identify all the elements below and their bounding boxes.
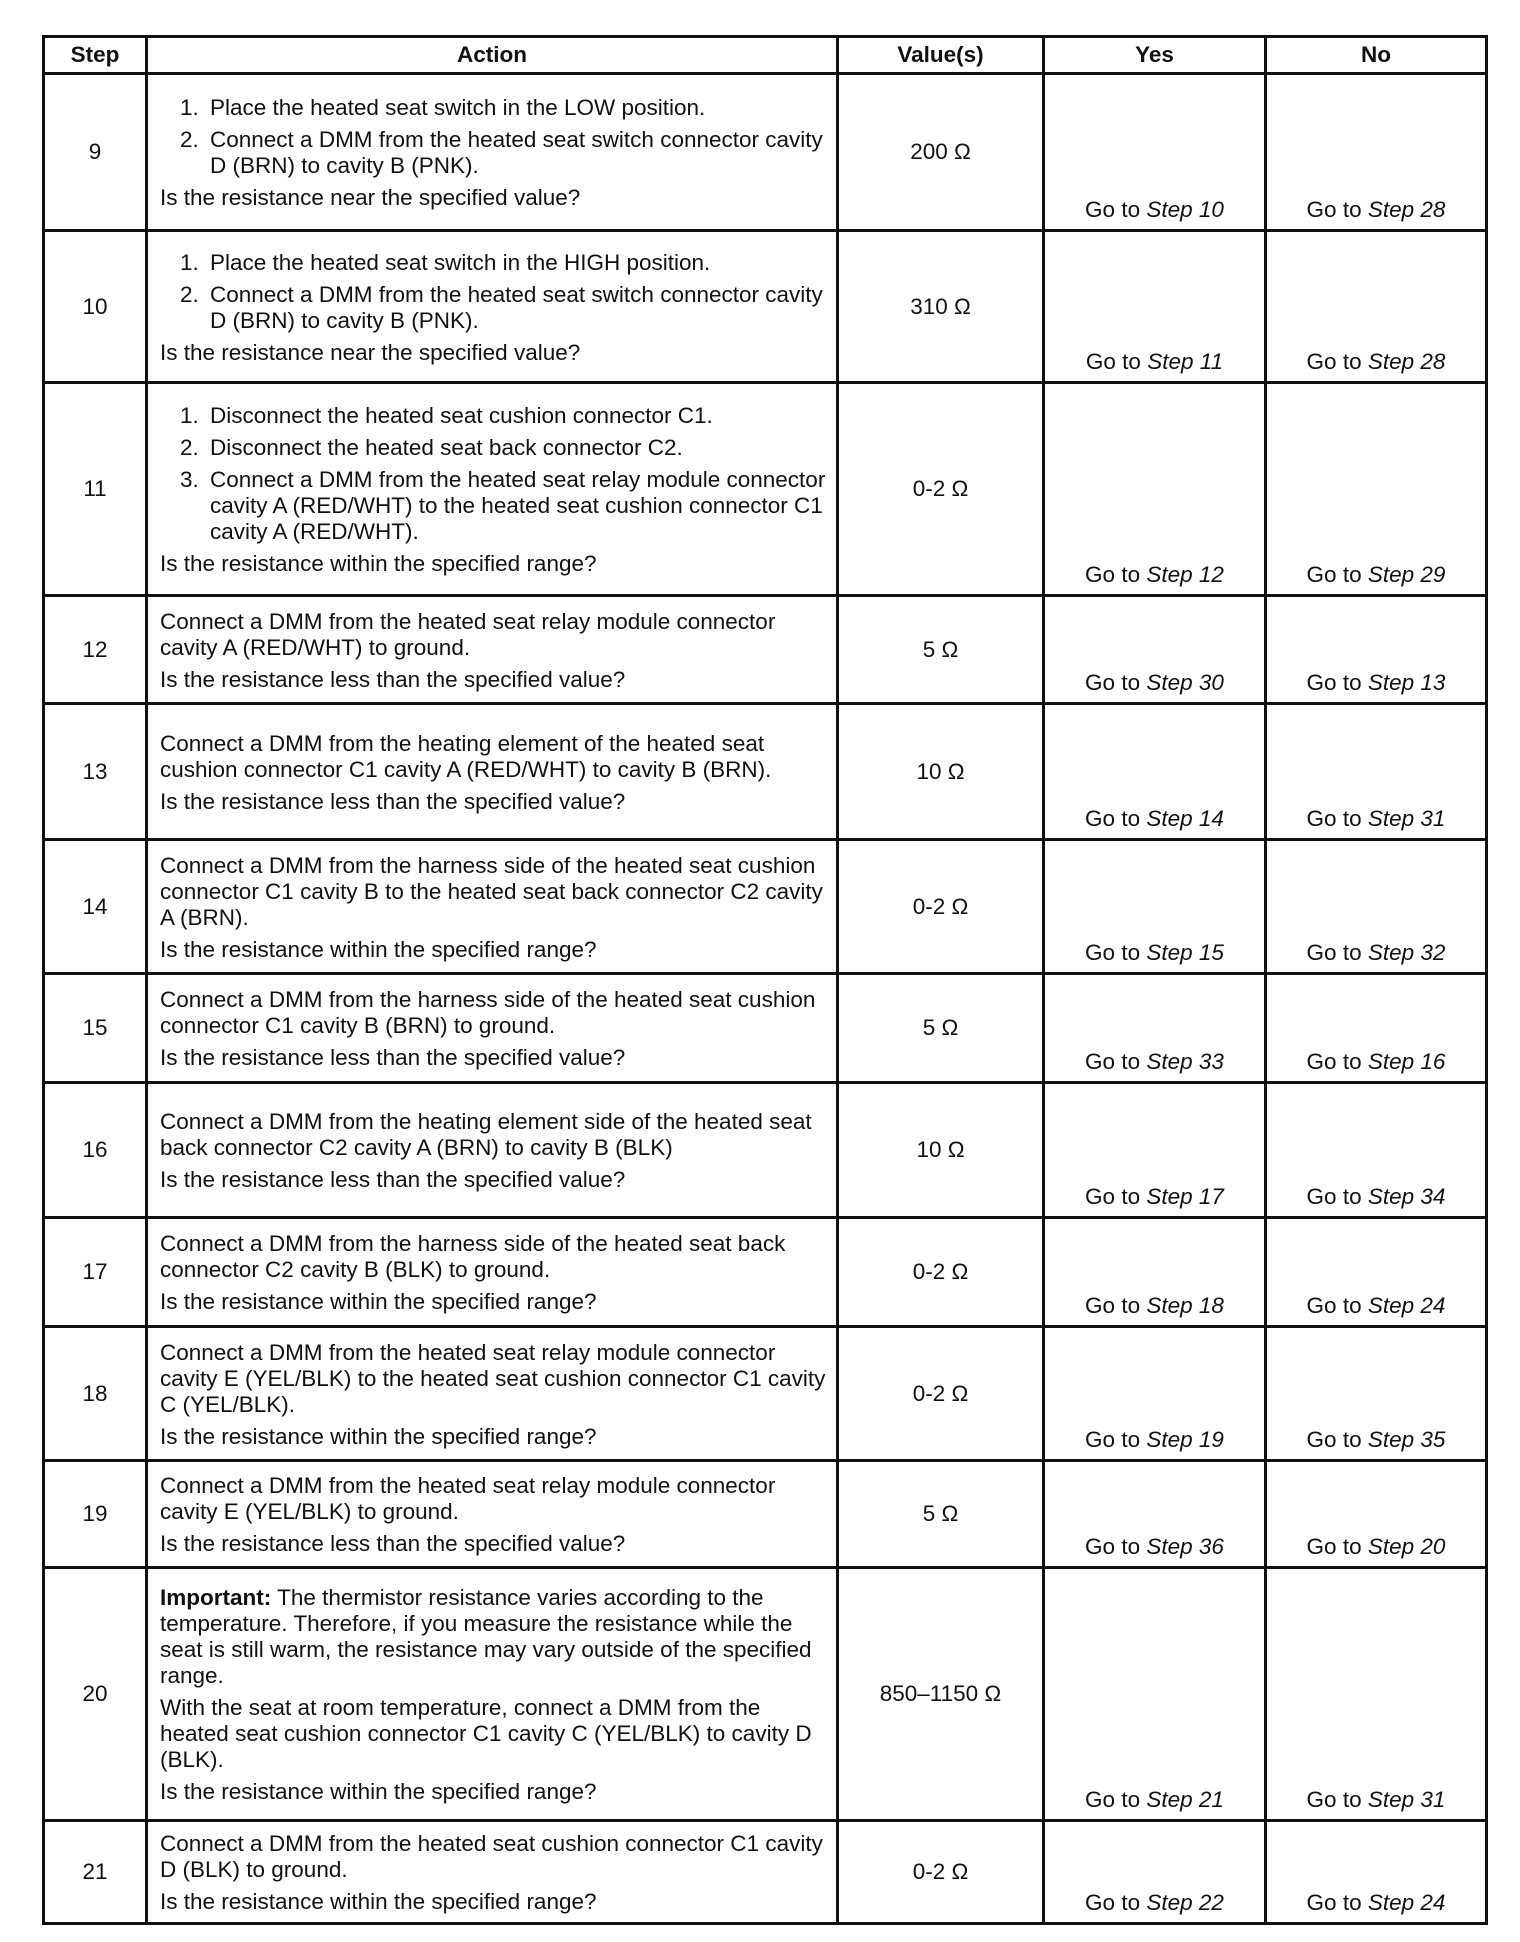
table-row xyxy=(44,596,1487,704)
goto-yes-link[interactable] xyxy=(1085,1787,1224,1812)
action-step-number: 2. xyxy=(180,435,199,460)
step-word: Step xyxy=(1146,670,1193,695)
yes-cell xyxy=(1044,74,1266,231)
step-target: 35 xyxy=(1420,1427,1446,1452)
goto-no-link[interactable] xyxy=(1307,670,1446,695)
step-target: 28 xyxy=(1420,349,1446,374)
header-step: Step xyxy=(44,37,147,74)
action-question: Is the resistance within the specified range? xyxy=(160,1289,597,1314)
goto-yes-link[interactable] xyxy=(1085,806,1224,831)
table-row xyxy=(44,704,1487,840)
action-question: Is the resistance less than the specified value? xyxy=(160,1531,626,1556)
goto-prefix: Go to xyxy=(1085,1049,1147,1074)
value-cell: 310 Ω xyxy=(838,231,1044,383)
step-word: Step xyxy=(1146,1787,1193,1812)
no-cell xyxy=(1266,596,1487,704)
action-question: Is the resistance less than the specified value? xyxy=(160,666,626,692)
goto-no-link[interactable] xyxy=(1307,1787,1446,1812)
action-cell xyxy=(147,1568,838,1821)
step-number: 12 xyxy=(44,596,147,704)
step-word: Step xyxy=(1146,1184,1193,1209)
step-number: 18 xyxy=(44,1327,147,1461)
step-word: Step xyxy=(1146,1427,1193,1452)
yes-cell xyxy=(1044,231,1266,383)
step-word: Step xyxy=(1147,349,1194,374)
goto-yes-link[interactable] xyxy=(1085,197,1224,222)
action-step-number: 2. xyxy=(180,127,199,152)
action-question: Is the resistance near the specified value? xyxy=(160,185,581,210)
step-word: Step xyxy=(1367,1184,1415,1209)
value-cell: 0-2 Ω xyxy=(838,383,1044,596)
action-step xyxy=(160,250,826,276)
step-number: 9 xyxy=(44,74,147,231)
goto-prefix: Go to xyxy=(1085,1787,1147,1812)
no-cell xyxy=(1266,1461,1487,1568)
step-word: Step xyxy=(1146,1293,1193,1318)
action-cell xyxy=(147,1218,838,1327)
table-row xyxy=(44,74,1487,231)
action-step xyxy=(160,467,826,545)
action-cell xyxy=(147,383,838,596)
goto-yes-link[interactable] xyxy=(1085,940,1224,965)
table-row xyxy=(44,974,1487,1083)
goto-prefix: Go to xyxy=(1085,197,1147,222)
action-step-text: Connect a DMM from the heated seat switch connector cavity D (BRN) to cavity B (PNK). xyxy=(210,127,823,178)
step-number: 10 xyxy=(44,231,147,383)
value-cell: 10 Ω xyxy=(838,704,1044,840)
goto-yes-link[interactable] xyxy=(1086,349,1223,374)
step-target: 34 xyxy=(1420,1184,1446,1209)
goto-step xyxy=(1368,349,1446,374)
value-cell: 0-2 Ω xyxy=(838,1821,1044,1924)
goto-prefix: Go to xyxy=(1085,1427,1147,1452)
goto-no-link[interactable] xyxy=(1307,1049,1446,1074)
step-word: Step xyxy=(1367,349,1415,374)
step-target: 22 xyxy=(1198,1890,1224,1915)
action-step-number: 2. xyxy=(180,281,199,307)
step-word: Step xyxy=(1367,1427,1415,1452)
step-target: 20 xyxy=(1420,1534,1446,1559)
action-step xyxy=(160,282,826,334)
action-cell xyxy=(147,596,838,704)
goto-prefix: Go to xyxy=(1306,940,1368,965)
value-cell: 850–1150 Ω xyxy=(838,1568,1044,1821)
action-step xyxy=(160,403,826,429)
goto-prefix: Go to xyxy=(1085,562,1147,587)
table-row xyxy=(44,1327,1487,1461)
goto-step xyxy=(1368,1049,1446,1074)
no-cell xyxy=(1266,1083,1487,1218)
no-cell xyxy=(1266,704,1487,840)
step-number: 11 xyxy=(44,383,147,596)
action-question: Is the resistance less than the specified value? xyxy=(160,788,626,814)
goto-prefix: Go to xyxy=(1085,349,1148,374)
step-word: Step xyxy=(1146,197,1193,222)
goto-step xyxy=(1146,940,1224,965)
no-cell xyxy=(1266,1218,1487,1327)
step-word: Step xyxy=(1146,806,1193,831)
action-step-text: Place the heated seat switch in the HIGH position. xyxy=(210,249,711,275)
action-question: Is the resistance within the specified range? xyxy=(160,1889,597,1914)
goto-step xyxy=(1368,1890,1446,1915)
goto-yes-link[interactable] xyxy=(1085,1890,1224,1915)
value-cell: 5 Ω xyxy=(838,1461,1044,1568)
table-row xyxy=(44,1568,1487,1821)
goto-step xyxy=(1368,562,1446,587)
action-text: Connect a DMM from the heating element of the heated seat cushion connector C1 cavity A (RED/WHT) to cavity B (BRN). xyxy=(160,730,772,782)
action-text: Connect a DMM from the heated seat relay module connector cavity E (YEL/BLK) to ground. xyxy=(160,1473,776,1524)
goto-step xyxy=(1146,1184,1224,1209)
step-word: Step xyxy=(1367,1890,1415,1915)
important-label: Important: xyxy=(160,1585,272,1610)
action-text: Connect a DMM from the heated seat relay module connector cavity E (YEL/BLK) to the heated seat cushion connector C1 cavity C (YEL/BLK). xyxy=(160,1339,826,1417)
goto-yes-link[interactable] xyxy=(1085,1427,1224,1452)
step-target: 10 xyxy=(1198,197,1224,222)
step-number: 13 xyxy=(44,704,147,840)
action-step-number: 3. xyxy=(180,467,199,492)
step-target: 12 xyxy=(1198,562,1224,587)
action-step-text: Disconnect the heated seat back connector C2. xyxy=(210,435,683,460)
action-question: Is the resistance within the specified range? xyxy=(160,1423,597,1449)
no-cell xyxy=(1266,1821,1487,1924)
step-word: Step xyxy=(1367,1787,1415,1812)
yes-cell xyxy=(1044,1568,1266,1821)
step-number: 20 xyxy=(44,1568,147,1821)
step-word: Step xyxy=(1367,940,1415,965)
goto-yes-link[interactable] xyxy=(1085,1184,1224,1209)
goto-no-link[interactable] xyxy=(1307,1534,1446,1559)
step-target: 17 xyxy=(1198,1184,1224,1209)
value-cell: 5 Ω xyxy=(838,974,1044,1083)
step-word: Step xyxy=(1146,1534,1193,1559)
header-values: Value(s) xyxy=(838,37,1044,74)
goto-no-link[interactable] xyxy=(1307,1184,1446,1209)
action-question: Is the resistance within the specified range? xyxy=(160,551,597,576)
yes-cell xyxy=(1044,1083,1266,1218)
goto-prefix: Go to xyxy=(1306,1890,1368,1915)
step-word: Step xyxy=(1146,562,1193,587)
important-note xyxy=(160,1585,826,1689)
step-target: 31 xyxy=(1420,806,1446,831)
important-text: The thermistor resistance varies according to the temperature. Therefore, if you measure the resistance while the seat is still warm, the resistance may vary outside of the specified range. xyxy=(160,1585,812,1688)
yes-cell xyxy=(1044,1821,1266,1924)
value-cell: 200 Ω xyxy=(838,74,1044,231)
action-cell xyxy=(147,231,838,383)
goto-no-link[interactable] xyxy=(1307,1890,1446,1915)
goto-prefix: Go to xyxy=(1306,670,1368,695)
value-cell: 0-2 Ω xyxy=(838,1218,1044,1327)
goto-prefix: Go to xyxy=(1306,197,1368,222)
action-cell xyxy=(147,974,838,1083)
yes-cell xyxy=(1044,840,1266,974)
goto-step xyxy=(1368,806,1446,831)
goto-step xyxy=(1368,670,1446,695)
step-target: 30 xyxy=(1198,670,1224,695)
goto-step xyxy=(1146,806,1224,831)
action-cell xyxy=(147,74,838,231)
table-row xyxy=(44,1218,1487,1327)
step-number: 14 xyxy=(44,840,147,974)
step-target: 32 xyxy=(1420,940,1446,965)
goto-prefix: Go to xyxy=(1306,1427,1368,1452)
goto-step xyxy=(1146,1890,1224,1915)
goto-prefix: Go to xyxy=(1306,349,1368,374)
step-number: 21 xyxy=(44,1821,147,1924)
goto-step xyxy=(1146,562,1224,587)
goto-step xyxy=(1368,1184,1446,1209)
step-word: Step xyxy=(1367,1293,1415,1318)
no-cell xyxy=(1266,383,1487,596)
goto-prefix: Go to xyxy=(1085,806,1147,831)
diagnostic-table xyxy=(42,35,1488,1925)
step-target: 13 xyxy=(1420,670,1446,695)
step-target: 11 xyxy=(1199,349,1224,374)
step-target: 21 xyxy=(1198,1787,1224,1812)
step-word: Step xyxy=(1367,806,1415,831)
goto-step xyxy=(1146,1427,1224,1452)
step-word: Step xyxy=(1367,562,1415,587)
yes-cell xyxy=(1044,1218,1266,1327)
goto-yes-link[interactable] xyxy=(1085,1293,1224,1318)
action-text: Connect a DMM from the harness side of the heated seat cushion connector C1 cavity B (BRN) to ground. xyxy=(160,987,816,1038)
goto-yes-link[interactable] xyxy=(1085,562,1224,587)
goto-no-link[interactable] xyxy=(1307,349,1446,374)
goto-prefix: Go to xyxy=(1306,1787,1368,1812)
step-target: 36 xyxy=(1198,1534,1224,1559)
goto-step xyxy=(1368,197,1446,222)
goto-prefix: Go to xyxy=(1306,1184,1368,1209)
step-target: 31 xyxy=(1420,1787,1446,1812)
action-step xyxy=(160,95,826,121)
action-question: Is the resistance within the specified range? xyxy=(160,1779,597,1804)
step-number: 19 xyxy=(44,1461,147,1568)
action-step-number: 1. xyxy=(180,95,199,120)
step-target: 24 xyxy=(1420,1293,1446,1318)
action-question: Is the resistance less than the specified value? xyxy=(160,1045,626,1070)
action-cell xyxy=(147,704,838,840)
header-yes: Yes xyxy=(1044,37,1266,74)
goto-step xyxy=(1146,197,1224,222)
yes-cell xyxy=(1044,974,1266,1083)
goto-step xyxy=(1146,1787,1224,1812)
no-cell xyxy=(1266,840,1487,974)
action-text: Connect a DMM from the harness side of the heated seat cushion connector C1 cavity B to the heated seat back connector C2 cavity A (BRN). xyxy=(160,852,823,930)
action-cell xyxy=(147,1083,838,1218)
goto-no-link[interactable] xyxy=(1307,562,1446,587)
goto-prefix: Go to xyxy=(1306,562,1368,587)
action-question: Is the resistance near the specified value? xyxy=(160,339,581,365)
action-text: Connect a DMM from the heated seat relay module connector cavity A (RED/WHT) to ground. xyxy=(160,608,776,660)
goto-step xyxy=(1368,1534,1446,1559)
no-cell xyxy=(1266,1327,1487,1461)
goto-step xyxy=(1147,349,1223,374)
step-target: 29 xyxy=(1420,562,1446,587)
action-step-text: Place the heated seat switch in the LOW position. xyxy=(210,95,706,120)
table-row xyxy=(44,1461,1487,1568)
table-row xyxy=(44,1821,1487,1924)
action-text: Connect a DMM from the harness side of the heated seat back connector C2 cavity B (BLK) to ground. xyxy=(160,1231,786,1282)
step-target: 33 xyxy=(1198,1049,1224,1074)
step-target: 19 xyxy=(1198,1427,1224,1452)
yes-cell xyxy=(1044,1461,1266,1568)
action-cell xyxy=(147,1821,838,1924)
step-word: Step xyxy=(1367,197,1415,222)
goto-step xyxy=(1368,1293,1446,1318)
goto-prefix: Go to xyxy=(1306,1534,1368,1559)
yes-cell xyxy=(1044,1327,1266,1461)
goto-yes-link[interactable] xyxy=(1085,670,1224,695)
goto-yes-link[interactable] xyxy=(1085,1049,1224,1074)
step-word: Step xyxy=(1146,1890,1193,1915)
action-text: Connect a DMM from the heating element side of the heated seat back connector C2 cavity A (BRN) to cavity B (BLK) xyxy=(160,1109,812,1160)
action-question: Is the resistance within the specified range? xyxy=(160,936,597,962)
goto-step xyxy=(1368,940,1446,965)
step-target: 16 xyxy=(1420,1049,1446,1074)
header-no: No xyxy=(1266,37,1487,74)
no-cell xyxy=(1266,74,1487,231)
header-action: Action xyxy=(147,37,838,74)
goto-step xyxy=(1368,1427,1446,1452)
yes-cell xyxy=(1044,383,1266,596)
step-word: Step xyxy=(1367,1534,1415,1559)
step-target: 18 xyxy=(1198,1293,1224,1318)
action-step xyxy=(160,127,826,179)
step-number: 15 xyxy=(44,974,147,1083)
goto-prefix: Go to xyxy=(1085,940,1147,965)
no-cell xyxy=(1266,1568,1487,1821)
goto-step xyxy=(1146,1534,1224,1559)
goto-step xyxy=(1146,1049,1224,1074)
goto-step xyxy=(1368,1787,1446,1812)
value-cell: 0-2 Ω xyxy=(838,1327,1044,1461)
action-step-text: Connect a DMM from the heated seat relay module connector cavity A (RED/WHT) to the heated seat cushion connector C1 cavity A (RED/WHT). xyxy=(210,467,826,544)
header-row xyxy=(44,37,1487,74)
no-cell xyxy=(1266,974,1487,1083)
action-step-text: Disconnect the heated seat cushion connector C1. xyxy=(210,403,713,428)
action-question: Is the resistance less than the specified value? xyxy=(160,1167,626,1192)
step-target: 15 xyxy=(1198,940,1224,965)
goto-no-link[interactable] xyxy=(1307,1293,1446,1318)
goto-prefix: Go to xyxy=(1085,1534,1147,1559)
yes-cell xyxy=(1044,596,1266,704)
action-step-text: Connect a DMM from the heated seat switch connector cavity D (BRN) to cavity B (PNK). xyxy=(210,281,823,333)
goto-no-link[interactable] xyxy=(1307,1427,1446,1452)
table-row xyxy=(44,383,1487,596)
table-row xyxy=(44,231,1487,383)
goto-prefix: Go to xyxy=(1085,1293,1147,1318)
goto-prefix: Go to xyxy=(1085,670,1147,695)
action-cell xyxy=(147,1461,838,1568)
goto-prefix: Go to xyxy=(1306,806,1368,831)
step-target: 28 xyxy=(1420,197,1446,222)
yes-cell xyxy=(1044,704,1266,840)
step-word: Step xyxy=(1367,670,1415,695)
step-number: 17 xyxy=(44,1218,147,1327)
goto-prefix: Go to xyxy=(1306,1293,1368,1318)
goto-prefix: Go to xyxy=(1306,1049,1368,1074)
goto-prefix: Go to xyxy=(1085,1890,1147,1915)
goto-step xyxy=(1146,670,1224,695)
action-step xyxy=(160,435,826,461)
step-word: Step xyxy=(1367,1049,1415,1074)
step-target: 14 xyxy=(1198,806,1224,831)
goto-step xyxy=(1146,1293,1224,1318)
goto-prefix: Go to xyxy=(1085,1184,1147,1209)
value-cell: 10 Ω xyxy=(838,1083,1044,1218)
table-row xyxy=(44,840,1487,974)
action-cell xyxy=(147,1327,838,1461)
value-cell: 5 Ω xyxy=(838,596,1044,704)
goto-no-link[interactable] xyxy=(1307,197,1446,222)
action-step-number: 1. xyxy=(180,403,199,428)
table-row xyxy=(44,1083,1487,1218)
action-step-number: 1. xyxy=(180,249,199,275)
goto-yes-link[interactable] xyxy=(1085,1534,1224,1559)
step-number: 16 xyxy=(44,1083,147,1218)
action-text: With the seat at room temperature, connect a DMM from the heated seat cushion connector C1 cavity C (YEL/BLK) to cavity D (BLK). xyxy=(160,1695,812,1772)
step-word: Step xyxy=(1146,940,1193,965)
value-cell: 0-2 Ω xyxy=(838,840,1044,974)
goto-no-link[interactable] xyxy=(1307,806,1446,831)
action-text: Connect a DMM from the heated seat cushion connector C1 cavity D (BLK) to ground. xyxy=(160,1831,823,1882)
step-word: Step xyxy=(1146,1049,1193,1074)
action-cell xyxy=(147,840,838,974)
goto-no-link[interactable] xyxy=(1307,940,1446,965)
step-target: 24 xyxy=(1420,1890,1446,1915)
no-cell xyxy=(1266,231,1487,383)
